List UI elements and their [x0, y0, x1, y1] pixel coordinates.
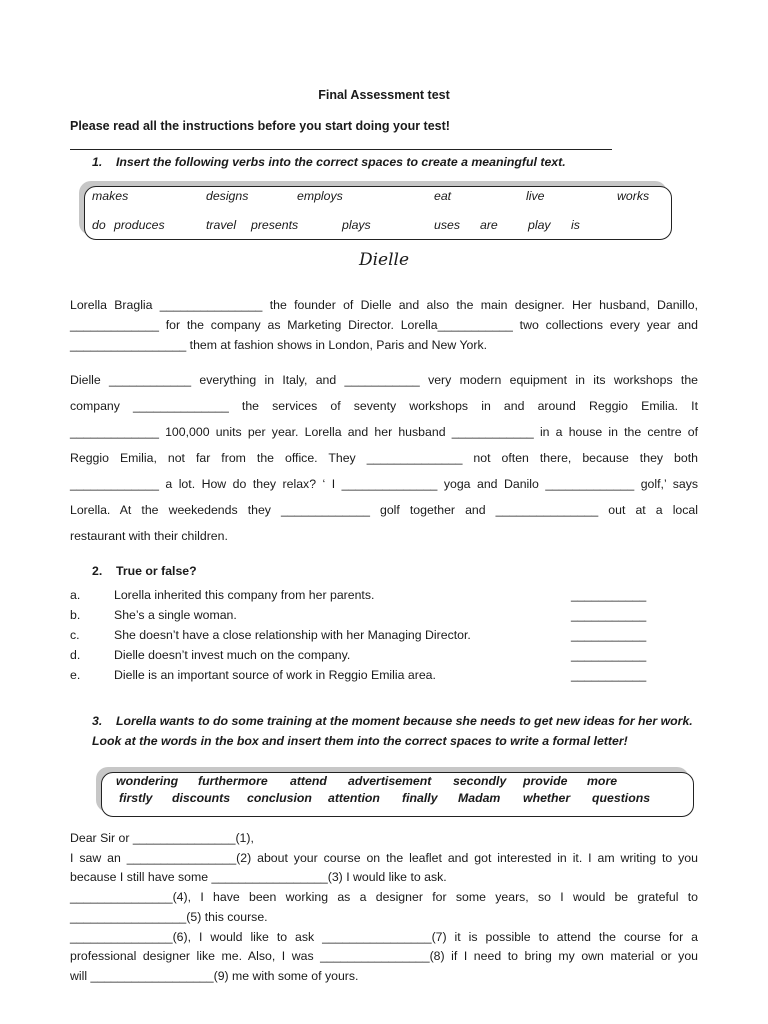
paragraph-line: Reggio Emilia, not far from the office. They ______________ not often there, because they both: [70, 451, 698, 465]
box-word: whether: [523, 791, 571, 805]
letter-line: _______________(4), I have been working as a designer for some years, so I would be grateful to: [70, 890, 698, 905]
verb-word: eat: [434, 189, 452, 203]
paragraph-line: _____________ a lot. How do they relax? ‘ I ______________ yoga and Danilo _____________ golf,’ says: [70, 477, 698, 491]
item-statement: She doesn’t have a close relationship with her Managing Director.: [114, 628, 471, 642]
verb-word: is: [571, 218, 580, 232]
box-word: attention: [328, 791, 380, 805]
paragraph-line: Lorella. At the weekedends they _____________ golf together and _______________ out at a local: [70, 503, 698, 517]
section1-number: 1.: [92, 155, 103, 169]
letter-line: will __________________(9) me with some of yours.: [70, 968, 359, 983]
section3-heading-line2: Look at the words in the box and insert them into the correct spaces to write a formal letter!: [92, 734, 628, 748]
box-word: firstly: [119, 791, 153, 805]
section2-heading: True or false?: [116, 564, 197, 578]
paragraph-line: _____________ for the company as Marketing Director. Lorella___________ two collections every year and: [70, 318, 698, 332]
section3-number: 3.: [92, 714, 103, 728]
verb-word: employs: [297, 189, 343, 203]
text-title: Dielle: [358, 250, 410, 270]
answer-blank[interactable]: ___________: [571, 608, 647, 622]
letter-line: because I still have some _________________(3) I would like to ask.: [70, 870, 447, 885]
box-word: conclusion: [247, 791, 312, 805]
verb-word: are: [480, 218, 498, 232]
verb-word: uses: [434, 218, 460, 232]
verb-word: play: [528, 218, 551, 232]
box-word: questions: [592, 791, 651, 805]
answer-blank[interactable]: ___________: [571, 588, 647, 602]
verb-word: travel: [206, 218, 237, 232]
answer-blank[interactable]: ___________: [571, 668, 647, 682]
paragraph-line: Lorella Braglia _______________ the founder of Dielle and also the main designer. Her husband, Danillo,: [70, 298, 698, 312]
item-letter: b.: [70, 608, 81, 622]
item-letter: e.: [70, 668, 81, 682]
item-statement: She’s a single woman.: [114, 608, 237, 622]
letter-line: I saw an ________________(2) about your course on the leaflet and got interested in it. I am writing to you: [70, 850, 698, 865]
verb-word: makes: [92, 189, 129, 203]
paragraph-line: restaurant with their children.: [70, 529, 228, 543]
paragraph-1: [70, 295, 698, 355]
verb-word: produces: [114, 218, 165, 232]
item-statement: Lorella inherited this company from her parents.: [114, 588, 375, 602]
word-box: [101, 772, 694, 817]
paragraph-line: company ______________ the services of seventy workshops in and around Reggio Emilia. It: [70, 399, 698, 413]
box-word: advertisement: [348, 774, 432, 788]
true-false-item: [70, 588, 650, 606]
section1-heading: Insert the following verbs into the correct spaces to create a meaningful text.: [116, 155, 566, 169]
box-word: secondly: [453, 774, 507, 788]
box-word: attend: [290, 774, 327, 788]
letter-line: _______________(6), I would like to ask ________________(7) it is possible to attend the course for a: [70, 929, 698, 944]
letter-line: _________________(5) this course.: [70, 909, 268, 924]
item-letter: d.: [70, 648, 81, 662]
paragraph-line: Dielle ____________ everything in Italy, and ___________ very modern equipment in its workshops the: [70, 373, 698, 387]
divider: [70, 149, 612, 150]
true-false-item: [70, 648, 650, 666]
letter-line: Dear Sir or _______________(1),: [70, 831, 254, 845]
item-statement: Dielle is an important source of work in Reggio Emilia area.: [114, 668, 436, 682]
paragraph-line: _________________ them at fashion shows in London, Paris and New York.: [70, 338, 488, 352]
box-word: more: [587, 774, 618, 788]
page-title: Final Assessment test: [318, 88, 450, 102]
instructions: Please read all the instructions before you start doing your test!: [70, 119, 450, 133]
paragraph-line: _____________ 100,000 units per year. Lorella and her husband ____________ in a house in the centre of: [70, 425, 698, 439]
box-word: wondering: [116, 774, 179, 788]
item-statement: Dielle doesn’t invest much on the company.: [114, 648, 351, 662]
verb-box: [84, 186, 672, 240]
item-letter: c.: [70, 628, 80, 642]
box-word: provide: [523, 774, 568, 788]
section3-heading-line1: Lorella wants to do some training at the moment because she needs to get new ideas for her work.: [116, 714, 693, 728]
box-word: finally: [402, 791, 438, 805]
letter-line: professional designer like me. Also, I was ________________(8) if I need to bring my own material or you: [70, 949, 698, 964]
verb-word: do: [92, 218, 106, 232]
true-false-item: [70, 628, 650, 646]
verb-word: presents: [251, 218, 299, 232]
paragraph-2: [70, 367, 698, 549]
answer-blank[interactable]: ___________: [571, 628, 647, 642]
verb-word: designs: [206, 189, 249, 203]
verb-word: works: [617, 189, 650, 203]
verb-word: live: [526, 189, 545, 203]
verb-word: plays: [342, 218, 371, 232]
box-word: furthermore: [198, 774, 268, 788]
answer-blank[interactable]: ___________: [571, 648, 647, 662]
box-word: Madam: [458, 791, 501, 805]
true-false-item: [70, 608, 650, 626]
section2-number: 2.: [92, 564, 103, 578]
formal-letter: [70, 829, 698, 987]
true-false-item: [70, 668, 650, 686]
box-word: discounts: [172, 791, 231, 805]
item-letter: a.: [70, 588, 81, 602]
